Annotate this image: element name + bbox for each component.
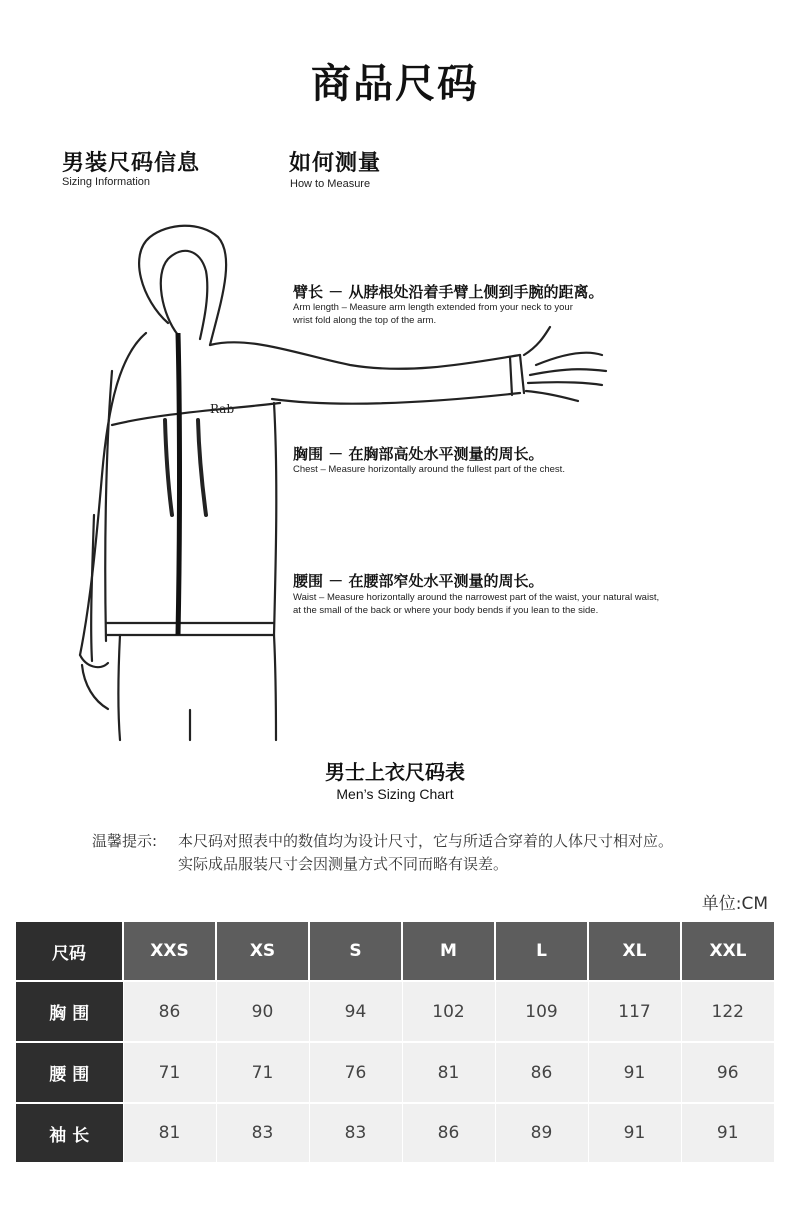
table-cell: 91 (681, 1103, 774, 1162)
row-label-chest: 胸 围 (16, 981, 123, 1042)
arm-length-desc-1: Arm length – Measure arm length extended from your neck to your (293, 302, 573, 313)
header-size: 尺码 (16, 922, 123, 981)
header-xxs: XXS (123, 922, 216, 981)
waist-desc-1: Waist – Measure horizontally around the narrowest part of the waist, your natural waist, (293, 592, 660, 603)
sizing-chart-subtitle: Men’s Sizing Chart (336, 786, 454, 802)
rab-logo: Rab (210, 402, 235, 416)
table-cell: 102 (402, 981, 495, 1042)
table-cell: 86 (123, 981, 216, 1042)
size-chart-table (16, 922, 774, 1162)
table-cell: 117 (588, 981, 681, 1042)
note-line-2: 实际成品服装尺寸会因测量方式不同而略有误差。 (178, 855, 509, 873)
arm-length-desc-2: wrist fold along the top of the arm. (293, 315, 437, 326)
table-cell: 89 (495, 1103, 588, 1162)
table-cell: 122 (681, 981, 774, 1042)
table-cell: 96 (681, 1042, 774, 1103)
table-cell: 94 (309, 981, 402, 1042)
page-title: 商品尺码 (311, 61, 479, 107)
table-cell: 91 (588, 1042, 681, 1103)
header-xl: XL (588, 922, 681, 981)
row-label-waist: 腰 围 (16, 1042, 123, 1103)
table-cell: 86 (402, 1103, 495, 1162)
table-row-chest (16, 981, 774, 1042)
table-cell: 71 (216, 1042, 309, 1103)
how-to-measure-heading: 如何测量 (289, 151, 382, 176)
table-cell: 76 (309, 1042, 402, 1103)
chest-desc: Chest – Measure horizontally around the fullest part of the chest. (293, 464, 565, 475)
table-cell: 86 (495, 1042, 588, 1103)
table-cell: 81 (402, 1042, 495, 1103)
waist-title: 腰围 － 在腰部窄处水平测量的周长。 (293, 572, 544, 590)
header-xs: XS (216, 922, 309, 981)
waist-desc-2: at the small of the back or where your body bends if you lean to the side. (293, 605, 599, 616)
note-label: 温馨提示: (92, 832, 158, 850)
table-row-sleeve (16, 1103, 774, 1162)
how-to-measure-subheading: How to Measure (290, 178, 371, 190)
header-s: S (309, 922, 402, 981)
table-cell: 81 (123, 1103, 216, 1162)
table-cell: 90 (216, 981, 309, 1042)
table-cell: 71 (123, 1042, 216, 1103)
unit-label: 单位:CM (701, 894, 768, 914)
table-row-waist (16, 1042, 774, 1103)
sizing-info-subheading: Sizing Information (62, 176, 151, 188)
table-cell: 91 (588, 1103, 681, 1162)
table-cell: 109 (495, 981, 588, 1042)
table-header-row (16, 922, 774, 981)
note-line-1: 本尺码对照表中的数值均为设计尺寸，它与所适合穿着的人体尺寸相对应。 (178, 832, 674, 850)
chest-title: 胸围 － 在胸部高处水平测量的周长。 (293, 445, 544, 463)
header-xxl: XXL (681, 922, 774, 981)
header-l: L (495, 922, 588, 981)
sizing-info-heading: 男装尺码信息 (62, 151, 201, 176)
table-cell: 83 (309, 1103, 402, 1162)
row-label-sleeve: 袖 长 (16, 1103, 123, 1162)
sizing-chart-title: 男士上衣尺码表 (325, 760, 465, 784)
header-m: M (402, 922, 495, 981)
table-cell: 83 (216, 1103, 309, 1162)
arm-length-title: 臂长 － 从脖根处沿着手臂上侧到手腕的距离。 (293, 283, 604, 301)
